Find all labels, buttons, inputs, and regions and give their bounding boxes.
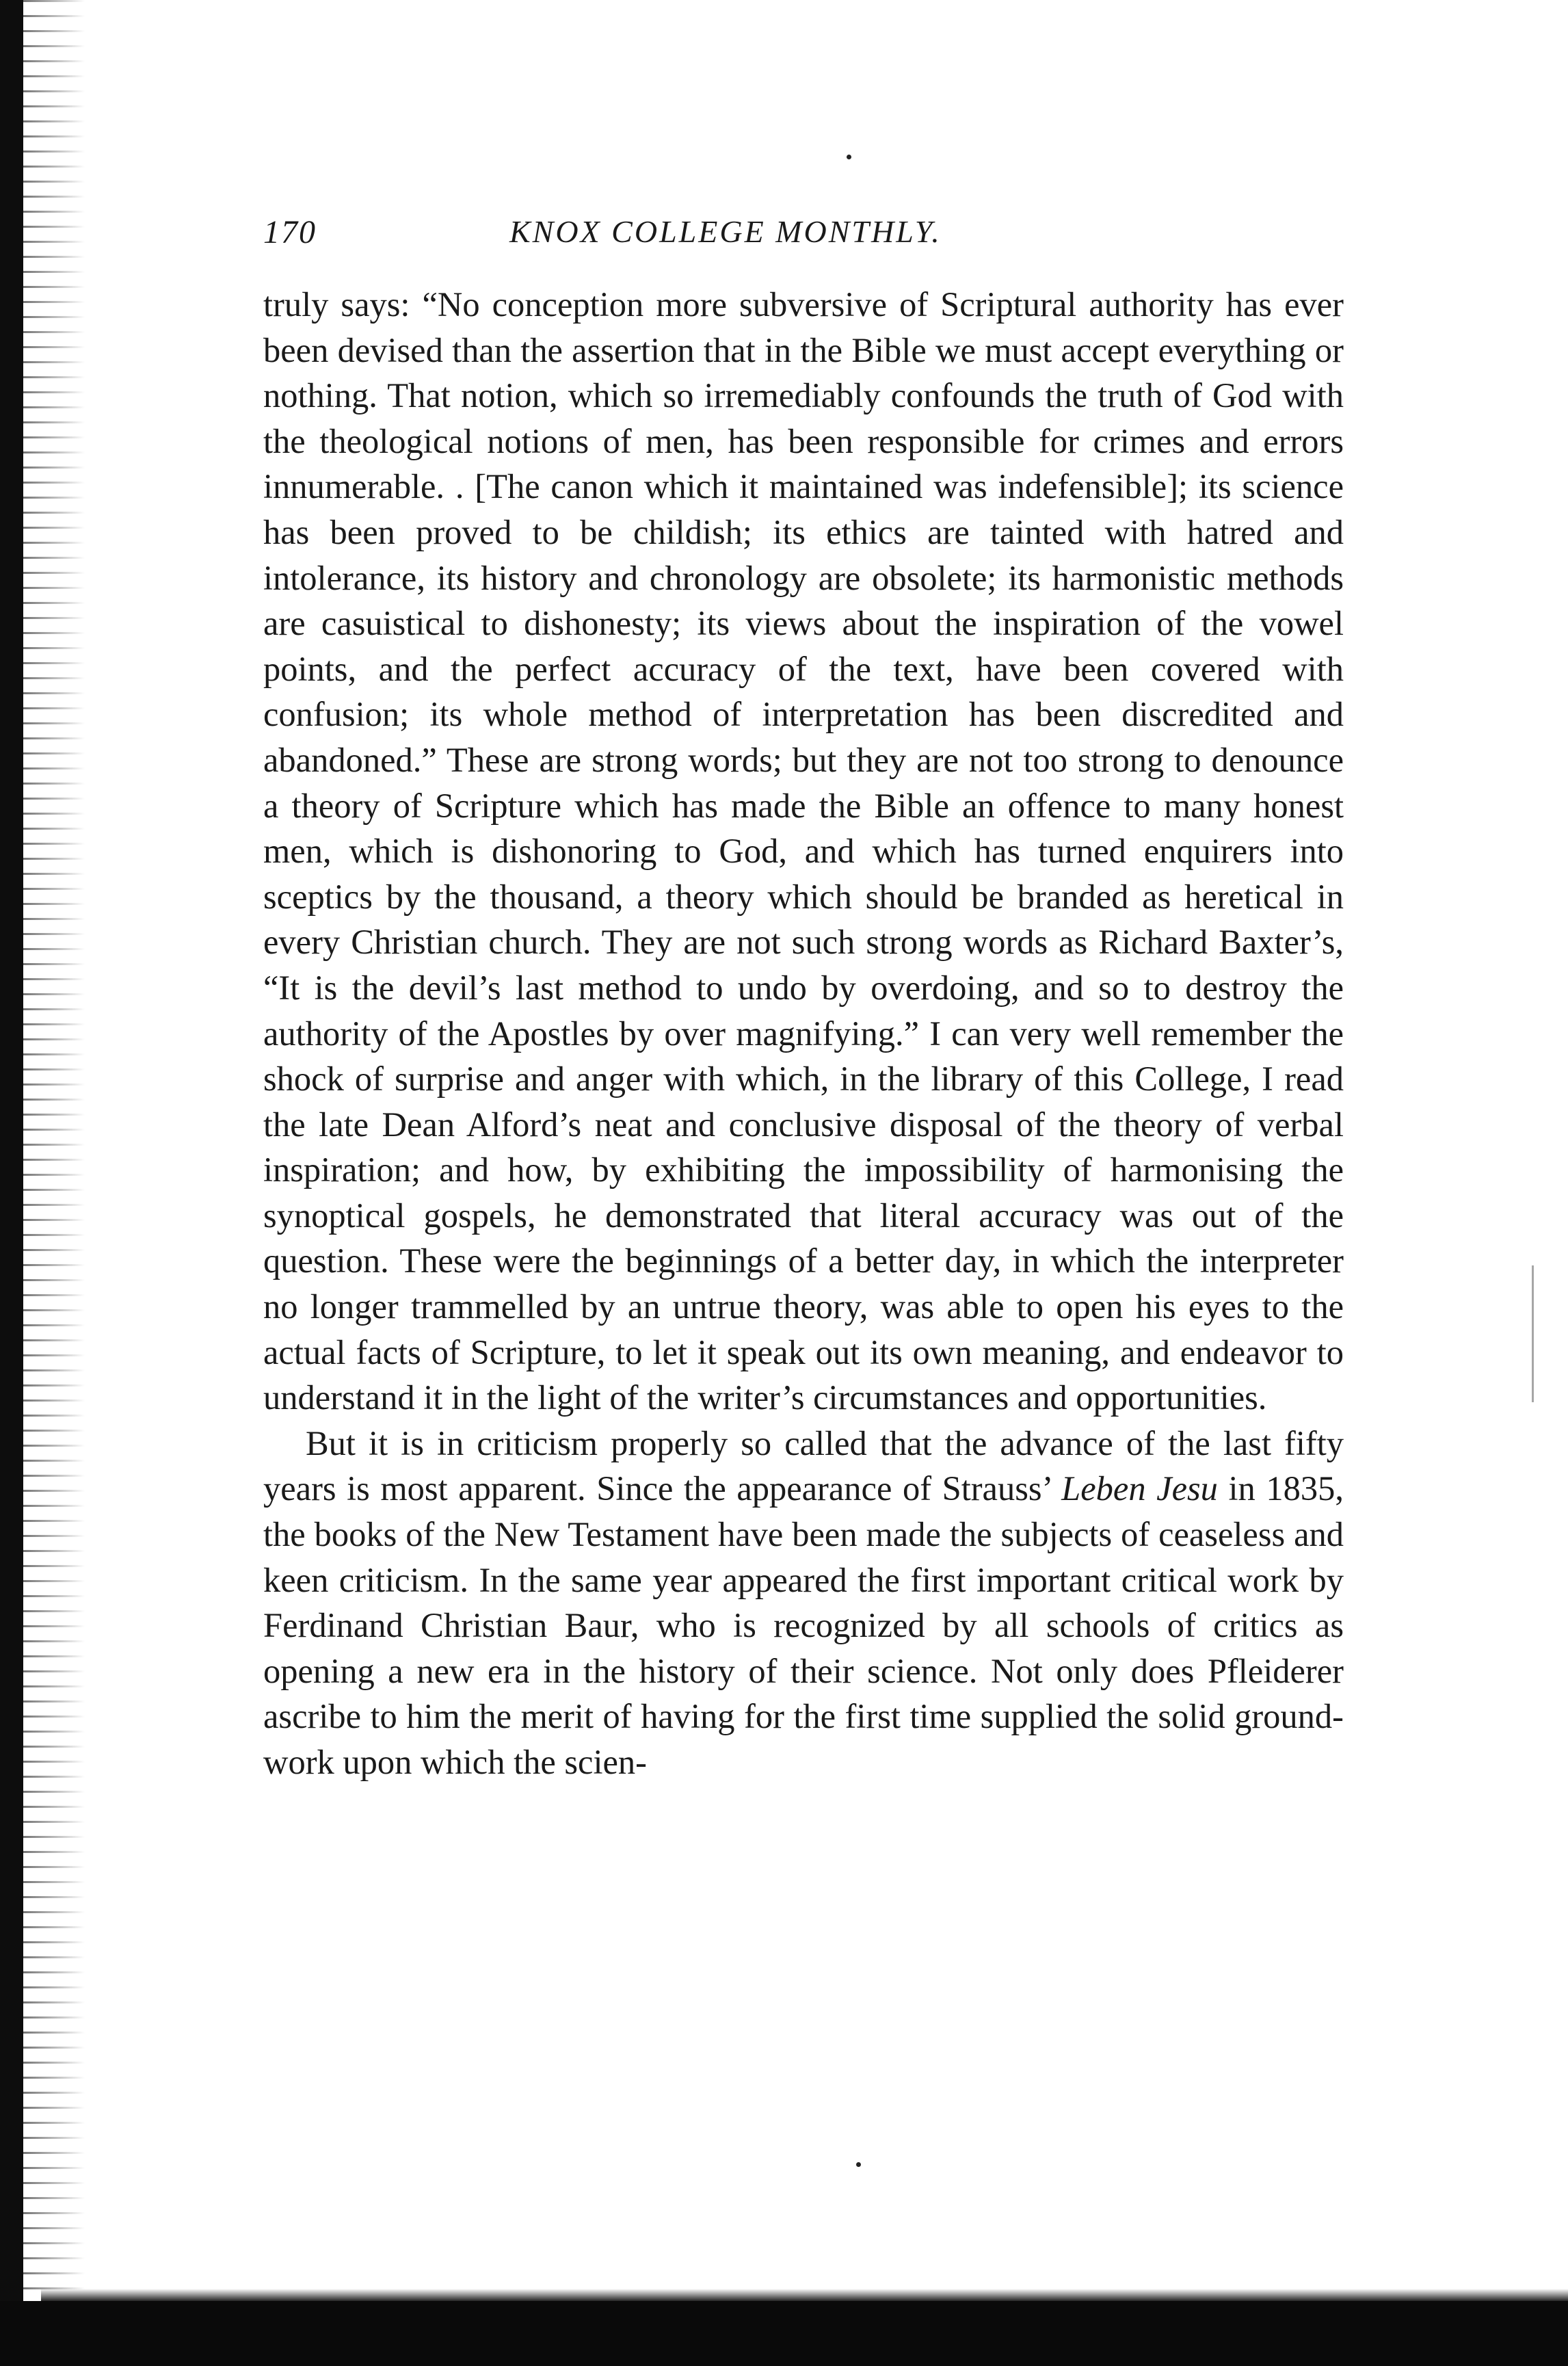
scan-bottom-edge bbox=[0, 2301, 1568, 2366]
article-body bbox=[263, 282, 1344, 1785]
paragraph-text: in 1835, the books of the New Testament have been made the subjects of ceaseless and keen criticism. In the same year appeared the first important critical work by Ferdinand Christian Baur, who is recognized by all schools of critics as opening a new era in the history of their science. Not only does Pfleiderer ascribe to him the merit of having for the first time supplied the solid ground-work upon which the scien- bbox=[263, 1469, 1344, 1781]
page-number: 170 bbox=[263, 214, 317, 250]
paragraph-text: But it is in criticism properly so called that the advance of the last fifty years is most apparent. Since the appearance of Strauss’ bbox=[263, 1423, 1344, 1508]
scan-speck bbox=[847, 155, 851, 159]
scan-binding-shadow bbox=[23, 0, 85, 2366]
running-head: KNOX COLLEGE MONTHLY. bbox=[509, 214, 942, 249]
paragraph bbox=[263, 282, 1344, 1421]
book-title: Leben Jesu bbox=[1061, 1469, 1218, 1508]
paragraph-text: truly says: “No conception more subversive of Scriptural authority has ever been devised than the assertion that in the Bible we must accept everything or nothing. That notion, which so irremediably confounds the truth of God with the theological notions of men, has been responsible for crimes and errors innumerable. . [The canon which it maintained was indefensible]; its science has been proved to be childish; its ethics are tainted with hatred and intolerance, its history and chronology are obsolete; its harmonistic methods are casuistical to dishonesty; its views about the inspiration of the vowel points, and the perfect accuracy of the text, have been covered with confusion; its whole method of interpretation has been discredited and abandoned.” These are strong words; but they are not too strong to denounce a theory of Scripture which has made the Bible an offence to many honest men, which is dishonoring to God, and which has turned enquirers into sceptics by the thousand, a theory which should be branded as heretical in every Christian church. They are not such strong words as Richard Baxter’s, “It is the devil’s last method to undo by overdoing, and so to destroy the authority of the Apostles by over magnifying.” I can very well remember the shock of surprise and anger with which, in the library of this College, I read the late Dean Alford’s neat and conclusive disposal of the theory of verbal inspiration; and how, by exhibiting the impossibility of harmonising the synoptical gospels, he demonstrated that literal accuracy was out of the question. These were the beginnings of a better day, in which the interpreter no longer trammelled by an untrue theory, was able to open his eyes to the actual facts of Scripture, to let it speak out its own meaning, and endeavor to understand it in the light of the writer’s circumstances and opportunities. bbox=[263, 285, 1344, 1417]
scan-bottom-shadow bbox=[41, 2289, 1568, 2301]
scan-margin-mark bbox=[1532, 1265, 1534, 1402]
scan-binding-edge bbox=[0, 0, 23, 2366]
paragraph bbox=[263, 1421, 1344, 1785]
scan-speck bbox=[856, 2162, 861, 2167]
page-header bbox=[263, 213, 1344, 261]
